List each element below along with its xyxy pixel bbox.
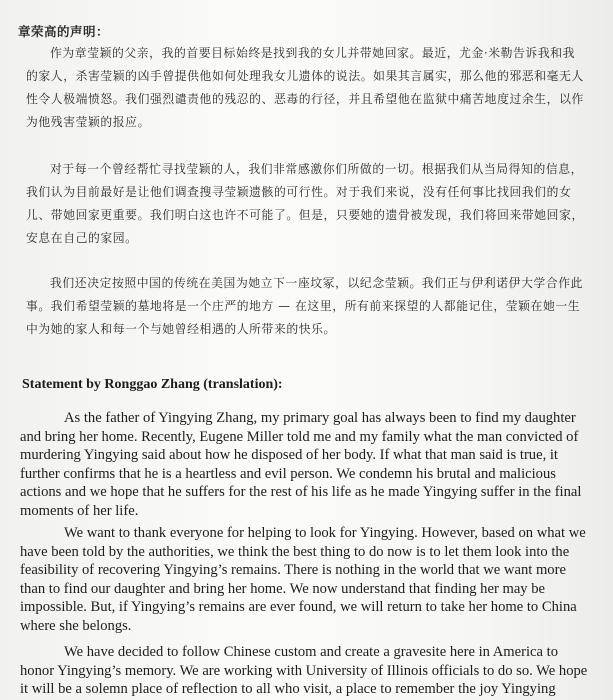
english-paragraph-3: We have decided to follow Chinese custom and create a gravesite here in America to honor Yingying’s memory. We are working with University of Illinois officials to do so. We hope it will be a solemn place of reflection to all who visit, a place to remember the joy Yingying bbox=[20, 644, 588, 698]
chinese-paragraph-1: 作为章莹颖的父亲，我的首要目标始终是找到我的女儿并带她回家。最近，尤金·米勒告诉我和我的家人，杀害莹颖的凶手曾提供他如何处理我女儿遗体的说法。如果其言属实，那么他的邪恶和毫无人性令人极端愤怒。我们强烈谴责他的残忍的、恶毒的行径，并且希望他在监狱中痛苦地度过余生，以作为他残害莹颖的报应。 bbox=[26, 46, 584, 129]
chinese-statement-title: 章荣高的声明： bbox=[18, 24, 110, 39]
english-statement-title: Statement by Ronggao Zhang (translation): bbox=[22, 377, 283, 392]
english-paragraph-2: We want to thank everyone for helping to look for Yingying. However, based on what we have been told by the authorities, we think the best thing to do now is to let them look into the feasibility of recovering Yingying’s remains. There is nothing in the world that we want more than to find our daughter and bring her home. We now understand that finding her may be impossible. But, if Yingying’s remains are ever found, we will return to take her home to China where she belongs. bbox=[20, 525, 586, 634]
chinese-paragraph-3: 我们还决定按照中国的传统在美国为她立下一座坟冢，以纪念莹颖。我们正与伊利诺伊大学合作此事。我们希望莹颖的墓地将是一个庄严的地方 — 在这里，所有前来探望的人都能记住，莹颖在她一生中为她的家人和每一个与她曾经相遇的人所带来的快乐。 bbox=[26, 276, 584, 336]
english-paragraph-1: As the father of Yingying Zhang, my primary goal has always been to find my daughter and bring her home. Recently, Eugene Miller told me and my family what the man convicted of murdering Yingying said about how he disposed of her body. If what that man said is true, it further confirms that he is a heartless and evil person. We condemn his brutal and malicious actions and we hope that he suffers for the rest of his life as he made Yingying suffer in the final moments of her life. bbox=[20, 410, 582, 519]
chinese-paragraph-2: 对于每一个曾经帮忙寻找莹颖的人，我们非常感激你们所做的一切。根据我们从当局得知的信息，我们认为目前最好是让他们调查搜寻莹颖遗骸的可行性。对于我们来说，没有任何事比找回我们的女儿、带她回家更重要。我们明白这也许不可能了。但是，只要她的遗骨被发现，我们将回来带她回家，安息在自己的家园。 bbox=[26, 162, 584, 245]
